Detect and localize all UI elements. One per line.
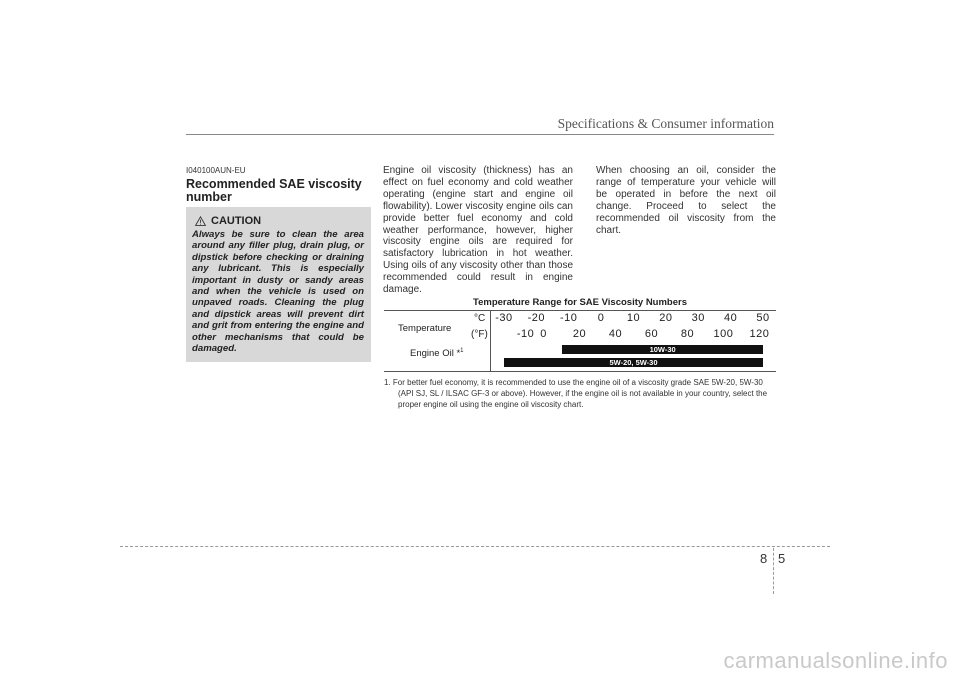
section-ref-code: I040100AUN-EU <box>186 166 246 175</box>
header-title: Specifications & Consumer information <box>557 116 774 131</box>
engine-oil-row-label <box>410 348 464 359</box>
table-rule-bottom <box>384 371 776 372</box>
footnote <box>384 377 778 410</box>
watermark-text: carmanualsonline.info <box>723 648 948 673</box>
viscosity-explanation: Engine oil viscosity (thickness) has an effect on fuel economy and cold weather operating (engine start and engine oil flowability). Lower viscosity engine oils can provide better fuel economy and cold weather performance, however, higher viscosity engine oils are required for satisfactory lubrication in hot weather. Using oils of any viscosity other than those recommended could result in engine damage. <box>383 165 573 296</box>
celsius-tick: -30 <box>495 312 513 324</box>
celsius-tick: 0 <box>597 312 605 324</box>
header-rule <box>186 134 774 135</box>
caution-heading <box>195 215 261 227</box>
footnote-text: 1. For better fuel economy, it is recommended to use the engine oil of a viscosity grade SAE 5W-20, 5W-30 (API SJ, SL / ILSAC GF-3 or above). However, if the engine oil is not available in your country, select the proper engine oil using the engine oil viscosity chart. <box>384 378 768 409</box>
fahrenheit-tick: -10 <box>516 328 535 340</box>
caution-box <box>186 207 371 362</box>
engine-oil-footnote-mark: 1 <box>460 348 464 354</box>
celsius-unit-label: °C <box>474 313 486 324</box>
fahrenheit-tick: 80 <box>680 328 695 340</box>
oil-selection-instructions: When choosing an oil, consider the range of temperature your vehicle will be operated in before the next oil change. Proceed to select the recommended oil viscosity from the chart. <box>596 165 776 236</box>
caution-body: Always be sure to clean the area around any filler plug, drain plug, or dipstick before checking or draining any lubricant. This is especially important in dusty or sandy areas and when the vehicle is used on unpaved roads. Cleaning the plug and dipstick areas will prevent dirt and grit from entering the engine and other mechanisms that could be damaged. <box>192 229 364 355</box>
fahrenheit-tick: 0 <box>540 328 547 340</box>
fahrenheit-tick: 60 <box>644 328 659 340</box>
viscosity-table-title: Temperature Range for SAE Viscosity Numbers <box>473 297 687 308</box>
page-number: 5 <box>778 551 786 566</box>
table-rule-top <box>384 310 776 311</box>
viscosity-table <box>384 296 776 372</box>
footer-page-divider <box>773 548 774 594</box>
viscosity-grade-bar: 5W-20, 5W-30 <box>504 358 763 367</box>
viscosity-grade-bar: 10W-30 <box>562 345 763 354</box>
temperature-row-label: Temperature <box>398 323 452 334</box>
celsius-tick: 10 <box>626 312 641 324</box>
fahrenheit-unit-label: (°F) <box>471 329 488 340</box>
fahrenheit-tick: 100 <box>713 328 734 340</box>
celsius-tick: -10 <box>560 312 578 324</box>
celsius-tick: 20 <box>659 312 673 324</box>
celsius-tick: 50 <box>756 312 770 324</box>
celsius-tick: -20 <box>527 312 546 324</box>
section-title: Recommended SAE viscosity number <box>186 177 362 204</box>
caution-heading-text: CAUTION <box>211 215 262 227</box>
warning-triangle-icon <box>195 216 206 226</box>
fahrenheit-tick: 40 <box>608 328 623 340</box>
celsius-tick: 40 <box>724 312 738 324</box>
table-divider <box>490 310 491 371</box>
engine-oil-label-text: Engine Oil * <box>410 348 461 360</box>
celsius-tick: 30 <box>691 312 705 324</box>
chapter-number: 8 <box>760 551 768 566</box>
fahrenheit-tick: 120 <box>749 328 770 340</box>
footer-rule <box>120 546 830 547</box>
fahrenheit-tick: 20 <box>572 328 587 340</box>
